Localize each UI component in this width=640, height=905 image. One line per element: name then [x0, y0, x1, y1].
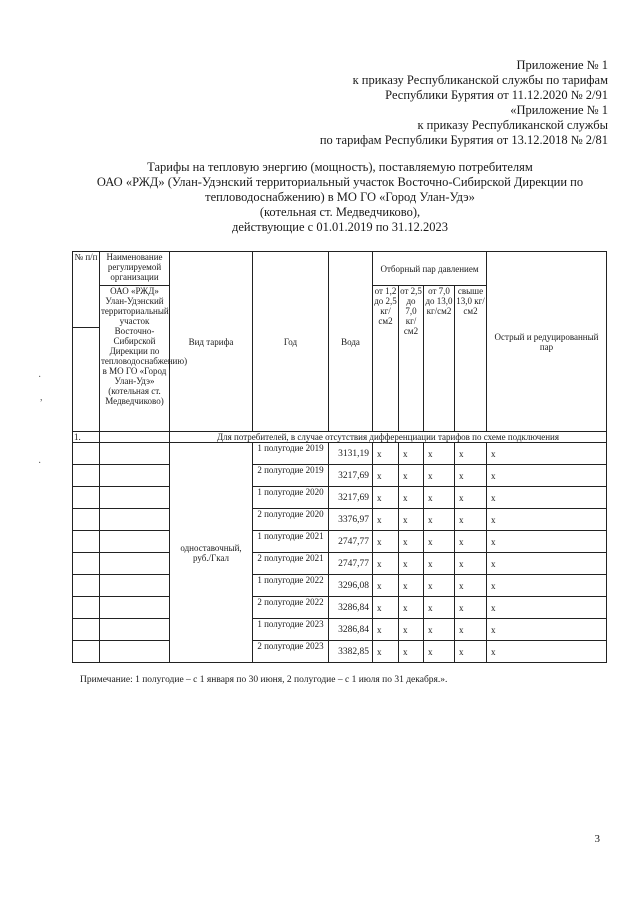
cell-x: x — [373, 553, 399, 575]
cell-x: x — [487, 465, 607, 487]
cell-x: x — [373, 641, 399, 663]
title-line: тепловодоснабжению) в МО ГО «Город Улан-Удэ» — [205, 190, 475, 204]
cell-num — [73, 443, 100, 465]
section-empty — [100, 432, 170, 443]
cell-org — [100, 465, 170, 487]
cell-org — [100, 619, 170, 641]
tariff-table — [72, 251, 607, 663]
section-label: Для потребителей, в случае отсутствия дифференциации тарифов по схеме подключения — [170, 432, 607, 443]
cell-x: x — [455, 443, 487, 465]
cell-x: x — [424, 553, 455, 575]
scan-mark: , — [40, 392, 43, 403]
cell-x: x — [424, 509, 455, 531]
header-year: Год — [253, 252, 329, 432]
cell-x: x — [373, 443, 399, 465]
cell-x: x — [487, 641, 607, 663]
cell-x: x — [399, 465, 424, 487]
cell-period: 2 полугодие 2020 — [253, 509, 329, 531]
cell-water: 3296,08 — [329, 575, 373, 597]
cell-water: 3217,69 — [329, 487, 373, 509]
table-row — [73, 487, 607, 509]
cell-org — [100, 553, 170, 575]
header-line: по тарифам Республики Бурятия от 13.12.2018 № 2/81 — [319, 133, 608, 147]
table-row — [73, 553, 607, 575]
cell-num — [73, 531, 100, 553]
header-org: Наименование регулируемой организации — [100, 252, 170, 286]
cell-period: 2 полугодие 2021 — [253, 553, 329, 575]
cell-x: x — [455, 575, 487, 597]
cell-period: 2 полугодие 2022 — [253, 597, 329, 619]
cell-x: x — [424, 641, 455, 663]
cell-x: x — [373, 487, 399, 509]
header-water: Вода — [329, 252, 373, 432]
cell-x: x — [455, 597, 487, 619]
header-line: к приказу Республиканской службы — [417, 118, 608, 132]
cell-x: x — [424, 619, 455, 641]
cell-org — [100, 641, 170, 663]
cell-period: 1 полугодие 2019 — [253, 443, 329, 465]
cell-x: x — [424, 487, 455, 509]
cell-x: x — [424, 531, 455, 553]
cell-x: x — [455, 465, 487, 487]
title-line: ОАО «РЖД» (Улан-Удэнский территориальный участок Восточно-Сибирской Дирекции по — [96, 175, 584, 189]
cell-x: x — [399, 531, 424, 553]
cell-num — [73, 619, 100, 641]
cell-period: 1 полугодие 2023 — [253, 619, 329, 641]
header-line: к приказу Республиканской службы по тарифам — [352, 73, 608, 87]
cell-x: x — [424, 597, 455, 619]
cell-water: 3286,84 — [329, 597, 373, 619]
document-title — [70, 160, 610, 235]
tariff-type-cell: одноставочный, руб./Гкал — [170, 443, 253, 663]
table-row — [73, 597, 607, 619]
header-num: № п/п — [73, 252, 100, 328]
header-row — [73, 252, 607, 286]
scan-mark: · — [38, 372, 42, 383]
header-pressure-2: от 2,5 до 7,0 кг/см2 — [399, 286, 424, 432]
cell-x: x — [399, 509, 424, 531]
cell-num — [73, 509, 100, 531]
table-row — [73, 443, 607, 465]
cell-num — [73, 575, 100, 597]
cell-x: x — [399, 597, 424, 619]
title-line: Тарифы на тепловую энергию (мощность), поставляемую потребителям — [147, 160, 533, 174]
cell-x: x — [373, 619, 399, 641]
cell-x: x — [487, 619, 607, 641]
cell-x: x — [455, 487, 487, 509]
cell-org — [100, 443, 170, 465]
scan-mark: · — [38, 458, 42, 469]
document-header — [188, 58, 608, 148]
table-row — [73, 575, 607, 597]
title-line: (котельная ст. Медведчиково), — [259, 205, 421, 219]
cell-period: 1 полугодие 2021 — [253, 531, 329, 553]
title-line: действующие с 01.01.2019 по 31.12.2023 — [231, 220, 449, 234]
header-line: Приложение № 1 — [516, 58, 608, 72]
cell-x: x — [373, 509, 399, 531]
header-line: Республики Бурятия от 11.12.2020 № 2/91 — [385, 88, 608, 102]
table-row — [73, 531, 607, 553]
cell-x: x — [455, 619, 487, 641]
cell-x: x — [424, 465, 455, 487]
cell-water: 3217,69 — [329, 465, 373, 487]
cell-x: x — [455, 553, 487, 575]
header-line: «Приложение № 1 — [510, 103, 608, 117]
cell-water: 2747,77 — [329, 531, 373, 553]
cell-x: x — [373, 575, 399, 597]
cell-period: 2 полугодие 2023 — [253, 641, 329, 663]
header-steam-group: Отборный пар давлением — [373, 252, 487, 286]
table-row — [73, 509, 607, 531]
table-row — [73, 641, 607, 663]
cell-x: x — [399, 443, 424, 465]
cell-water: 3286,84 — [329, 619, 373, 641]
cell-x: x — [487, 531, 607, 553]
cell-x: x — [399, 553, 424, 575]
cell-num — [73, 553, 100, 575]
header-pressure-4: свыше 13,0 кг/см2 — [455, 286, 487, 432]
page-number: 3 — [594, 833, 600, 845]
cell-x: x — [373, 531, 399, 553]
cell-num — [73, 597, 100, 619]
section-num: 1. — [73, 432, 100, 443]
cell-water: 3131,19 — [329, 443, 373, 465]
cell-x: x — [487, 443, 607, 465]
cell-x: x — [455, 531, 487, 553]
section-row — [73, 432, 607, 443]
cell-x: x — [455, 509, 487, 531]
header-num-empty — [73, 328, 100, 432]
org-name: ОАО «РЖД» Улан-Удэнский территориальный участок Восточно-Сибирской Дирекции по тепловодоснабжению) в МО ГО «Город Улан-Удэ» (котельная ст. Медведчиково) — [100, 286, 170, 432]
cell-num — [73, 465, 100, 487]
cell-x: x — [399, 619, 424, 641]
header-pressure-1: от 1,2 до 2,5 кг/см2 — [373, 286, 399, 432]
cell-x: x — [455, 641, 487, 663]
cell-org — [100, 575, 170, 597]
cell-x: x — [487, 553, 607, 575]
cell-x: x — [487, 509, 607, 531]
cell-x: x — [399, 641, 424, 663]
cell-x: x — [487, 487, 607, 509]
cell-x: x — [424, 443, 455, 465]
cell-org — [100, 531, 170, 553]
cell-period: 2 полугодие 2019 — [253, 465, 329, 487]
cell-x: x — [487, 575, 607, 597]
cell-water: 3376,97 — [329, 509, 373, 531]
cell-x: x — [487, 597, 607, 619]
cell-org — [100, 487, 170, 509]
cell-num — [73, 641, 100, 663]
cell-num — [73, 487, 100, 509]
cell-x: x — [373, 465, 399, 487]
cell-x: x — [373, 597, 399, 619]
cell-x: x — [424, 575, 455, 597]
cell-x: x — [399, 487, 424, 509]
cell-water: 2747,77 — [329, 553, 373, 575]
header-sharp-steam: Острый и редуцированный пар — [487, 252, 607, 432]
table-row — [73, 465, 607, 487]
cell-period: 1 полугодие 2020 — [253, 487, 329, 509]
cell-water: 3382,85 — [329, 641, 373, 663]
cell-org — [100, 597, 170, 619]
cell-period: 1 полугодие 2022 — [253, 575, 329, 597]
cell-x: x — [399, 575, 424, 597]
header-pressure-3: от 7,0 до 13,0 кг/см2 — [424, 286, 455, 432]
cell-org — [100, 509, 170, 531]
header-tariff-type: Вид тарифа — [170, 252, 253, 432]
footnote: Примечание: 1 полугодие – с 1 января по 30 июня, 2 полугодие – с 1 июля по 31 декабря.». — [80, 675, 448, 685]
table-row — [73, 619, 607, 641]
